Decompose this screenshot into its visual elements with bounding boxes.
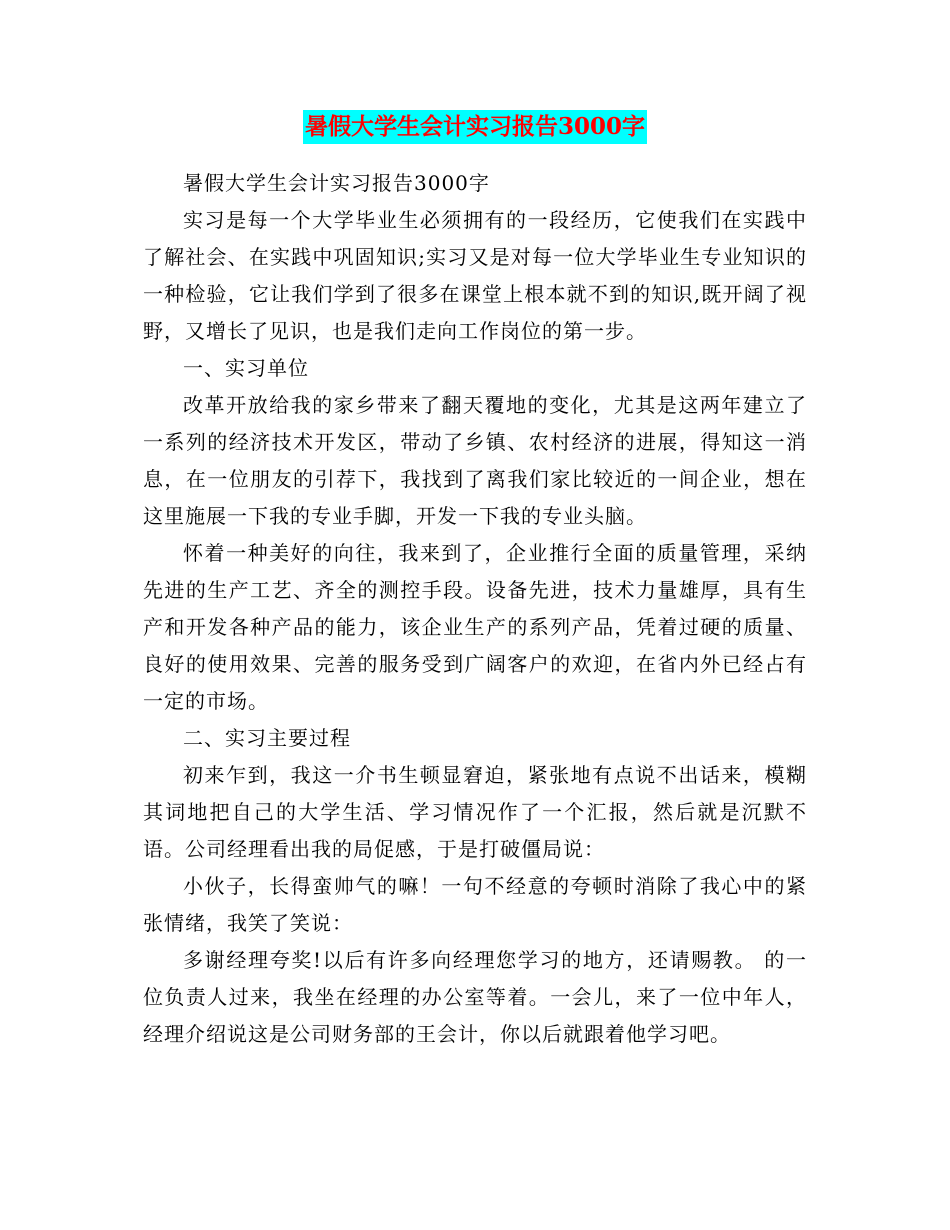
paragraph-intro: 实习是每一个大学毕业生必须拥有的一段经历，它使我们在实践中了解社会、在实践中巩固知识;实习又是对每一位大学毕业生专业知识的一种检验，它让我们学到了很多在课堂上根本就不到的知识,既开阔了视野，又增长了见识，也是我们走向工作岗位的第一步。: [143, 208, 807, 343]
section-heading-process: 二、实习主要过程: [183, 726, 351, 750]
paragraph-unit-1: 改革开放给我的家乡带来了翻天覆地的变化，尤其是这两年建立了一系列的经济技术开发区，带动了乡镇、农村经济的进展，得知这一消息，在一位朋友的引荐下，我找到了离我们家比较近的一间企业，想在这里施展一下我的专业手脚，开发一下我的专业头脑。: [143, 393, 807, 528]
paragraph-process-1: 初来乍到，我这一介书生顿显窘迫，紧张地有点说不出话来，模糊其词地把自己的大学生活、学习情况作了一个汇报，然后就是沉默不语。公司经理看出我的局促感，于是打破僵局说：: [143, 763, 807, 861]
section-heading-unit: 一、实习单位: [183, 356, 309, 380]
document-body: [143, 165, 807, 1053]
paragraph-process-3: 多谢经理夸奖!以后有许多向经理您学习的地方，还请赐教。 的一位负责人过来，我坐在经理的办公室等着。一会儿，来了一位中年人，经理介绍说这是公司财务部的王会计，你以后就跟着他学习吧。: [143, 948, 807, 1046]
paragraph-subtitle: 暑假大学生会计实习报告3000字: [183, 171, 490, 195]
document-title: 暑假大学生会计实习报告3000字: [303, 110, 647, 144]
paragraph-unit-2: 怀着一种美好的向往，我来到了，企业推行全面的质量管理，采纳先进的生产工艺、齐全的测控手段。设备先进，技术力量雄厚，具有生产和开发各种产品的能力，该企业生产的系列产品，凭着过硬的质量、良好的使用效果、完善的服务受到广阔客户的欢迎，在省内外已经占有一定的市场。: [143, 541, 807, 713]
title-container: [0, 110, 950, 144]
paragraph-process-2: 小伙子，长得蛮帅气的嘛！一句不经意的夸顿时消除了我心中的紧张情绪，我笑了笑说：: [143, 874, 807, 935]
